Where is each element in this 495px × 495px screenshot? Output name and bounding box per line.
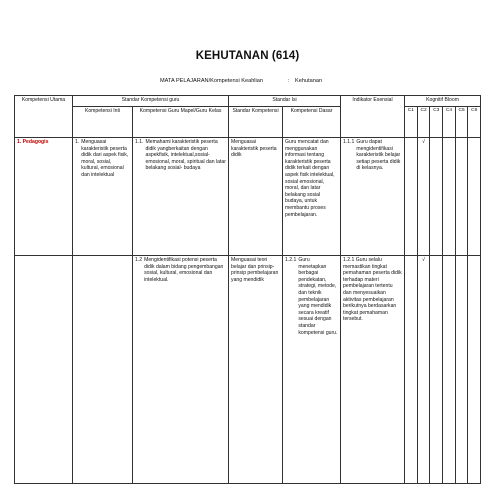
bloom-c4-cell	[443, 138, 456, 256]
bloom-c3-cell	[430, 138, 443, 256]
bloom-c5: C5	[455, 107, 468, 138]
subject-line	[160, 78, 323, 84]
item-number: 1.1.1	[343, 139, 355, 145]
item-text: Guru menetapkan berbagai pendekatan, strategi, metode, dan teknik pembelajaran yang mendidik secara kreatif sesuai dengan standar kompetensi guru.	[298, 257, 338, 336]
bloom-c4-cell	[443, 256, 456, 484]
header-kognitif-bloom: Kognitif Bloom	[405, 96, 481, 107]
header-kompetensi-utama: Kompetensi Utama	[15, 96, 73, 138]
indikator-cell	[341, 138, 405, 256]
kompetensi-inti-cell	[73, 256, 133, 484]
standar-kompetensi-cell: Menguasai teori belajar dan prinsip-prinsip pembelajaran yang mendidik	[229, 256, 283, 484]
competency-table	[14, 95, 481, 484]
bloom-c3-cell	[430, 256, 443, 484]
header-kompetensi-dasar: Kompetensi Dasar	[283, 107, 341, 138]
bloom-c1-cell	[405, 138, 418, 256]
document-title: KEHUTANAN (614)	[195, 50, 300, 62]
kompetensi-dasar-cell: Guru mencatat dan menggunakan informasi tentang karakteristik peserta didik terkait dengan aspek fisik intelektual, sosial emosional, moral, dan latar belakang sosial budaya, untuk membantu proses pembelajaran.	[283, 138, 341, 256]
kompetensi-utama-cell: 1. Pedagogis	[15, 138, 73, 256]
kompetensi-guru-cell	[133, 138, 229, 256]
bloom-c4: C4	[443, 107, 456, 138]
item-number: 1.2	[135, 257, 143, 263]
item-text: Memahami karakteristik peserta didik yangberkaitan dengan aspekfisik, intelektual,sosial-emosional, moral, spiritual dan latar belakang sosial- budaya	[145, 139, 226, 172]
subject-colon: :	[288, 78, 290, 84]
bloom-c2-check: √	[417, 138, 430, 256]
bloom-c1-cell	[405, 256, 418, 484]
subject-label: MATA PELAJARAN/Kompetensi Keahlian	[160, 78, 264, 84]
standar-kompetensi-cell: Menguasai karakteristik peserta didik	[229, 138, 283, 256]
header-kompetensi-guru-mapel: Kompetensi Guru Mapel/Guru Kelas	[133, 107, 229, 138]
item-text: Mengidentifikasi potensi peserta didik dalam bidang pengembangan sosial, kultural, emosional dan intelektual.	[144, 257, 224, 283]
item-text: Guru dapat mengidentifikasi karakteristik belajar setiap peserta didik di kelasnya.	[356, 139, 401, 172]
header-standar-kompetensi: Standar Kompetensi	[229, 107, 283, 138]
header-row-1	[15, 96, 481, 107]
kompetensi-inti-cell	[73, 138, 133, 256]
item-number: 1.	[75, 139, 80, 145]
indikator-cell: 1.2.1 Guru selalu memastikan tingkat pemahaman peserta didik terhadap materi pembelajaran tertentu dan menyesuaikan aktivitas pembelajaran berikutnya berdasarkan tingkat pemahaman tersebut.	[341, 256, 405, 484]
header-indikator-esensial: Indikator Esensial	[341, 96, 405, 138]
bloom-c5-cell	[455, 138, 468, 256]
header-kompetensi-inti: Kompetensi Inti	[73, 107, 133, 138]
bloom-c2: C2	[417, 107, 430, 138]
item-number: 1.2.1	[285, 257, 297, 263]
item-number: 1.1.	[135, 139, 144, 145]
bloom-c2-check: √	[417, 256, 430, 484]
subject-value: Kehutanan	[295, 78, 323, 84]
kompetensi-utama-cell	[15, 256, 73, 484]
bloom-c5-cell	[455, 256, 468, 484]
table-row	[15, 256, 481, 484]
header-standar-kompetensi-guru: Standar Kompetensi guru	[73, 96, 229, 107]
kompetensi-dasar-cell	[283, 256, 341, 484]
table-row	[15, 138, 481, 256]
bloom-c3: C3	[430, 107, 443, 138]
item-text: Menguasai karakteristik peserta didik dari aspek fisik, moral, sosial, kultural, emosional dan intelektual	[81, 139, 129, 178]
header-standar-isi: Standar Isi	[229, 96, 341, 107]
kompetensi-guru-cell	[133, 256, 229, 484]
bloom-c1: C1	[405, 107, 418, 138]
bloom-c6: C6	[468, 107, 481, 138]
bloom-c6-cell	[468, 256, 481, 484]
bloom-c6-cell	[468, 138, 481, 256]
